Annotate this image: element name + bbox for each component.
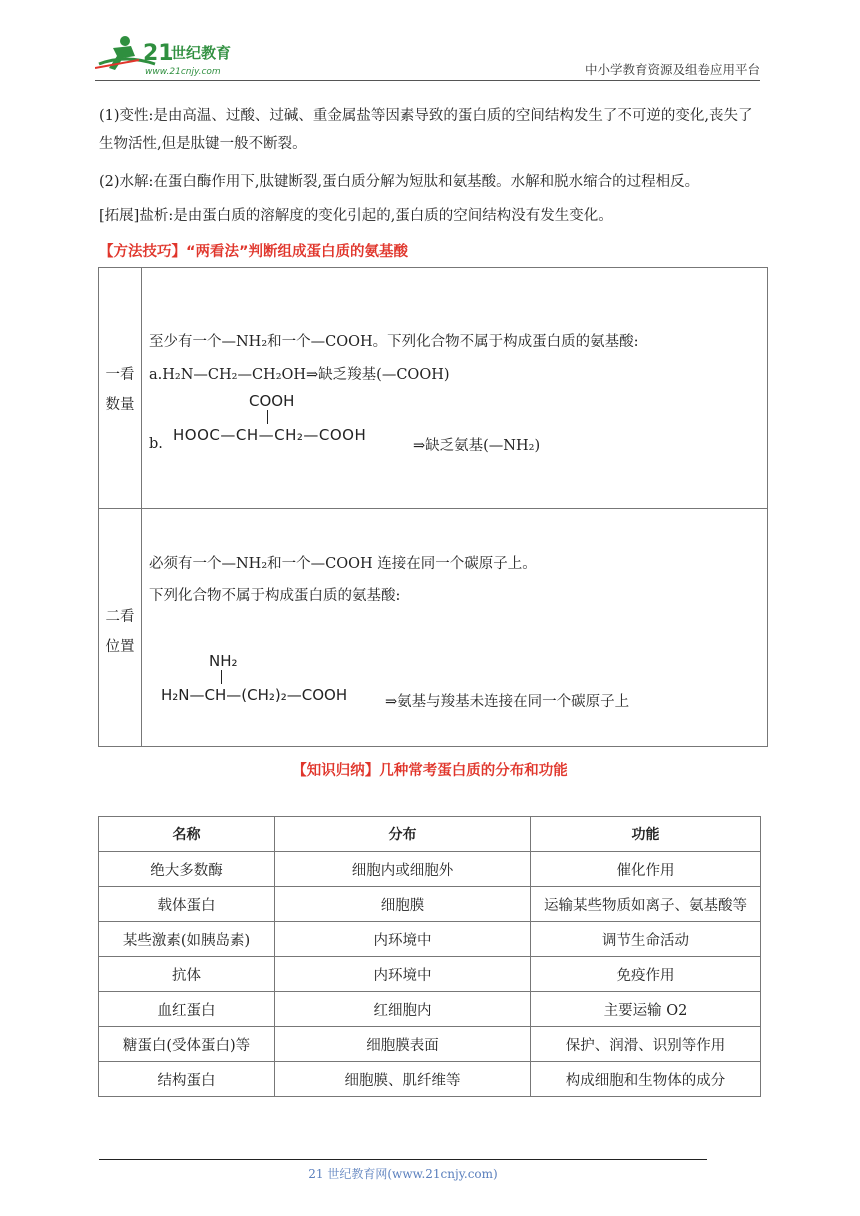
row2-label-2: 位置 bbox=[105, 639, 135, 655]
cell-distribution: 细胞膜表面 bbox=[275, 1027, 531, 1062]
table-row bbox=[99, 957, 761, 992]
row1-rule: 至少有一个—NH₂和一个—COOH。下列化合物不属于构成蛋白质的氨基酸: bbox=[149, 334, 639, 350]
cell-name: 血红蛋白 bbox=[99, 992, 275, 1027]
cell-function: 调节生命活动 bbox=[531, 922, 761, 957]
salting-out-paragraph: [拓展]盐析:是由蛋白质的溶解度的变化引起的,蛋白质的空间结构没有发生变化。 bbox=[99, 208, 613, 224]
row1-label-1: 一看 bbox=[105, 367, 135, 383]
formula-c-nh2: NH₂ bbox=[209, 652, 238, 670]
table-row bbox=[99, 992, 761, 1027]
cell-name: 绝大多数酶 bbox=[99, 852, 275, 887]
cell-function: 保护、润滑、识别等作用 bbox=[531, 1027, 761, 1062]
formula-b-cooh: COOH bbox=[249, 392, 295, 410]
cell-function: 运输某些物质如离子、氨基酸等 bbox=[531, 887, 761, 922]
svg-text:世纪教育: 世纪教育 bbox=[171, 44, 232, 62]
row1-example-b-prefix: b. bbox=[149, 436, 163, 452]
cell-distribution: 红细胞内 bbox=[275, 992, 531, 1027]
row2-label-1: 二看 bbox=[105, 609, 135, 625]
formula-c-main: H₂N—CH—(CH₂)₂—COOH bbox=[161, 686, 348, 704]
cell-function: 免疫作用 bbox=[531, 957, 761, 992]
row1-example-a: a.H₂N—CH₂—CH₂OH⇒缺乏羧基(—COOH) bbox=[149, 367, 450, 383]
cell-distribution: 内环境中 bbox=[275, 957, 531, 992]
page-header bbox=[95, 26, 760, 82]
svg-text:21: 21 bbox=[143, 41, 174, 66]
table-row bbox=[99, 852, 761, 887]
table-row bbox=[99, 922, 761, 957]
cell-name: 结构蛋白 bbox=[99, 1062, 275, 1097]
cell-name: 糖蛋白(受体蛋白)等 bbox=[99, 1027, 275, 1062]
cell-distribution: 细胞膜、肌纤维等 bbox=[275, 1062, 531, 1097]
method-table bbox=[98, 267, 768, 747]
table-row bbox=[99, 887, 761, 922]
row2-rule: 必须有一个—NH₂和一个—COOH 连接在同一个碳原子上。 bbox=[149, 556, 537, 572]
cell-function: 构成细胞和生物体的成分 bbox=[531, 1062, 761, 1097]
knowledge-title: 【知识归纳】几种常考蛋白质的分布和功能 bbox=[292, 763, 568, 779]
footer-divider bbox=[99, 1159, 707, 1160]
table-header-row bbox=[99, 817, 761, 852]
method-row-divider bbox=[99, 508, 767, 509]
cell-name: 抗体 bbox=[99, 957, 275, 992]
svg-text:www.21cnjy.com: www.21cnjy.com bbox=[145, 67, 221, 77]
method-title: 【方法技巧】“两看法”判断组成蛋白质的氨基酸 bbox=[99, 244, 409, 260]
platform-name: 中小学教育资源及组卷应用平台 bbox=[584, 62, 760, 77]
cell-distribution: 细胞膜 bbox=[275, 887, 531, 922]
cell-function: 催化作用 bbox=[531, 852, 761, 887]
header-distribution: 分布 bbox=[275, 817, 531, 852]
row1-label-2: 数量 bbox=[105, 397, 135, 413]
cell-name: 某些激素(如胰岛素) bbox=[99, 922, 275, 957]
footer-link[interactable]: 21 世纪教育网(www.21cnjy.com) bbox=[308, 1167, 498, 1181]
denaturation-paragraph: (1)变性:是由高温、过酸、过碱、重金属盐等因素导致的蛋白质的空间结构发生了不可逆的变化,丧失了生物活性,但是肽键一般不断裂。 bbox=[99, 108, 753, 152]
row2-example-note: ⇒氨基与羧基未连接在同一个碳原子上 bbox=[385, 694, 630, 710]
header-function: 功能 bbox=[531, 817, 761, 852]
header-name: 名称 bbox=[99, 817, 275, 852]
table-row bbox=[99, 1062, 761, 1097]
header-divider bbox=[95, 80, 760, 81]
site-logo bbox=[95, 34, 275, 78]
row1-example-b-note: ⇒缺乏氨基(—NH₂) bbox=[413, 438, 541, 454]
cell-distribution: 内环境中 bbox=[275, 922, 531, 957]
method-column-divider bbox=[141, 268, 142, 746]
formula-c-bond bbox=[221, 670, 222, 684]
formula-b-main: HOOC—CH—CH₂—COOH bbox=[173, 426, 367, 444]
hydrolysis-paragraph: (2)水解:在蛋白酶作用下,肽键断裂,蛋白质分解为短肽和氨基酸。水解和脱水缩合的过程相反。 bbox=[99, 174, 700, 190]
formula-b-bond bbox=[267, 410, 268, 424]
cell-name: 载体蛋白 bbox=[99, 887, 275, 922]
cell-distribution: 细胞内或细胞外 bbox=[275, 852, 531, 887]
table-row bbox=[99, 1027, 761, 1062]
cell-function: 主要运输 O2 bbox=[531, 992, 761, 1027]
protein-table bbox=[98, 816, 761, 1097]
row2-intro: 下列化合物不属于构成蛋白质的氨基酸: bbox=[149, 588, 401, 604]
